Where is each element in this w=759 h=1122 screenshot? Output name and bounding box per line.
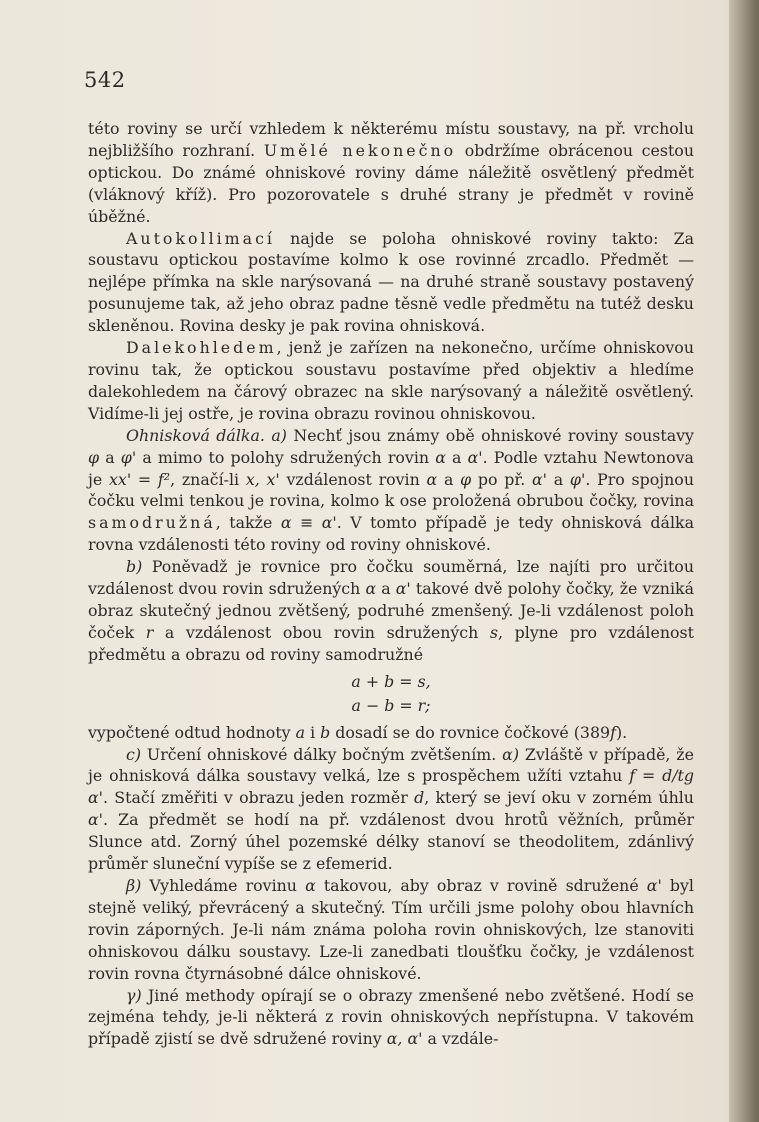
text-segment: α, α' <box>386 1029 423 1049</box>
text-segment: takovou, aby obraz v rovině sdružené <box>315 876 647 895</box>
text-segment: Jiné methody opírají se o obrazy zmenšené nebo zvětšené. Hodí se zejména tehdy, je-li některá z rovin ohniskových nepřístupna. V takovém případě zjistí se dvě sdružené roviny <box>88 985 694 1049</box>
text-segment: a <box>437 469 461 489</box>
text-segment: a <box>295 722 306 742</box>
paragraphs-after-formula <box>88 722 694 1051</box>
text-segment: b <box>320 722 331 742</box>
text-segment: takové dvě polohy čočky, že vzniká obraz skutečný jednou zvětšený, podruhé zmenšený. Je-li vzdálenost poloh čoček <box>88 579 694 642</box>
text-segment: a <box>547 469 570 489</box>
paragraph <box>88 985 694 1051</box>
text-segment: a <box>445 447 468 467</box>
text-segment: ). <box>615 722 628 742</box>
text-segment: Zvláště v případě, že je ohnisková dálka soustavy velká, lze s prospěchem užíti vztahu <box>88 744 694 786</box>
text-segment: , jenž je zařízen na nekonečno, určíme ohniskovou rovinu tak, že optickou soustavu postavíme před objektiv a hledíme dalekohledem na čárový obrazec na skle narýsovaný a náležitě osvětlený. Vidíme-li jej ostře, je rovina obrazu rovinou ohniskovou. <box>88 338 694 423</box>
formula-block <box>88 670 694 718</box>
text-segment: a vzdálenost obou rovin sdružených <box>153 622 490 642</box>
paragraph <box>88 228 694 338</box>
text-segment: x, x' <box>245 469 280 489</box>
text-segment: α <box>426 469 438 489</box>
text-segment: a vzdále- <box>422 1029 499 1049</box>
text-segment: . Stačí změřiti v obrazu jeden rozměr <box>103 788 415 808</box>
book-spine-shadow <box>729 0 759 1122</box>
text-segment: f = d/tg α' <box>88 766 694 808</box>
text-segment: Dalekohledem <box>126 338 277 358</box>
text-segment: α <box>305 876 316 895</box>
text-segment: φ <box>88 447 100 467</box>
text-segment: i <box>305 722 321 742</box>
text-segment: f <box>610 722 616 742</box>
text-segment: obdržíme obrácenou cestou optickou. Do známé ohniskové roviny dáme náležitě osvětlený předmět (vláknový kříž). Pro pozorovatele s druhé strany je předmět v rovině úběžné. <box>88 140 694 226</box>
text-segment: samodružná <box>88 513 216 533</box>
text-segment: α <box>365 579 377 599</box>
text-segment: s <box>489 622 499 642</box>
text-segment: vzdálenost rovin <box>279 469 427 489</box>
text-segment: d <box>414 788 425 808</box>
text-segment: . Za předmět se hodí na př. vzdálenost dvou hrotů věžních, průměr Slunce atd. Zorný úhel pozemské délky stanoví se theodolitem, zdánlivý průměr sluneční vypíše se z efemerid. <box>88 810 694 874</box>
text-segment: b) <box>126 557 143 577</box>
text-segment: , plyne pro vzdálenost předmětu a obrazu od roviny samodružné <box>88 622 694 664</box>
paragraph <box>88 118 694 228</box>
text-segment: najde se poloha ohniskové roviny takto: Za soustavu optickou postavíme kolmo k ose rovinné zrcadlo. Předmět — nejlépe přímka na skle narýsovaná — na druhé straně soustavy postavený posunujeme tak, až jeho obraz padne těsně vedle předmětu na tutéž desku skleněnou. Rovina desky je pak rovina ohnisková. <box>88 228 694 336</box>
text-segment: , takže <box>215 513 281 533</box>
paragraph <box>88 875 694 985</box>
text-segment: Vyhledáme rovinu <box>141 876 306 895</box>
text-segment: a <box>99 447 121 467</box>
text-segment: , který se jeví oku v zorném úhlu <box>424 788 694 808</box>
text-segment: α' <box>467 447 483 467</box>
text-segment: dosadí se do rovnice čočkové (389 <box>330 722 611 742</box>
text-segment: Ohnisková dálka. <box>126 425 265 445</box>
paragraph <box>88 722 694 744</box>
text-segment: α) <box>502 744 519 764</box>
text-segment: . Podle vztahu Newtonova je <box>88 447 694 489</box>
text-segment: α' <box>88 810 104 830</box>
text-segment: . V tomto případě je tedy ohnisková dálka rovna vzdálenosti této roviny od roviny ohniskové. <box>88 513 694 555</box>
text-segment: Umělé nekonečno <box>263 140 457 160</box>
text-segment: α' <box>395 579 411 599</box>
paragraphs-before-formula <box>88 118 694 666</box>
text-segment: vypočtené odtud hodnoty <box>88 722 296 742</box>
formula-line-1: a + b = s, <box>351 671 431 691</box>
page-number: 542 <box>84 68 126 92</box>
text-segment: φ' <box>120 447 137 467</box>
text-segment: a <box>376 579 396 599</box>
text-segment: α' <box>646 876 662 895</box>
text-segment: α <box>435 447 446 467</box>
text-segment: této roviny se určí vzhledem k některému místu soustavy, na př. vrcholu nejbližšího rozhraní. <box>88 119 694 160</box>
text-segment: φ <box>460 469 472 489</box>
text-segment: γ) <box>126 985 142 1005</box>
paragraph <box>88 556 694 666</box>
text-segment: Autokollimací <box>126 228 275 248</box>
text-segment: a mimo to polohy sdružených rovin <box>136 447 436 467</box>
text-segment: , značí-li <box>170 469 246 489</box>
body-text <box>88 118 694 1050</box>
text-segment: a) <box>271 425 287 445</box>
text-segment: po př. <box>471 469 532 489</box>
text-segment: α ≡ α' <box>280 513 337 533</box>
paragraph <box>88 337 694 425</box>
text-segment: β) <box>126 876 142 895</box>
paragraph <box>88 425 694 556</box>
text-segment: . Pro spojnou čočku velmi tenkou je rovina, kolmo k ose proložená obrubou čočky, rovina <box>88 469 694 511</box>
text-segment: φ' <box>569 469 586 489</box>
text-segment: xx' = f² <box>109 469 171 489</box>
text-segment: Poněvadž je rovnice pro čočku souměrná, lze najíti pro určitou vzdálenost dvou rovin sdružených <box>88 557 694 599</box>
text-segment: α' <box>531 469 547 489</box>
text-segment: Určení ohniskové dálky bočným zvětšením. <box>141 744 503 764</box>
paragraph <box>88 744 694 875</box>
text-segment: byl stejně veliký, převrácený a skutečný. Tím určili jsme polohy obou hlavních rovin záporných. Je-li nám známa poloha rovin ohniskových, lze stanoviti ohniskovou dálku soustavy. Lze-li zanedbati tloušťku čočky, je vzdálenost rovin rovna čtyrnásobné dálce ohniskové. <box>88 876 694 983</box>
text-segment: Nechť jsou známy obě ohniskové roviny soustavy <box>286 425 694 445</box>
text-segment: r <box>145 622 154 642</box>
formula-line-2: a − b = r; <box>351 695 431 715</box>
text-segment: c) <box>126 744 142 764</box>
